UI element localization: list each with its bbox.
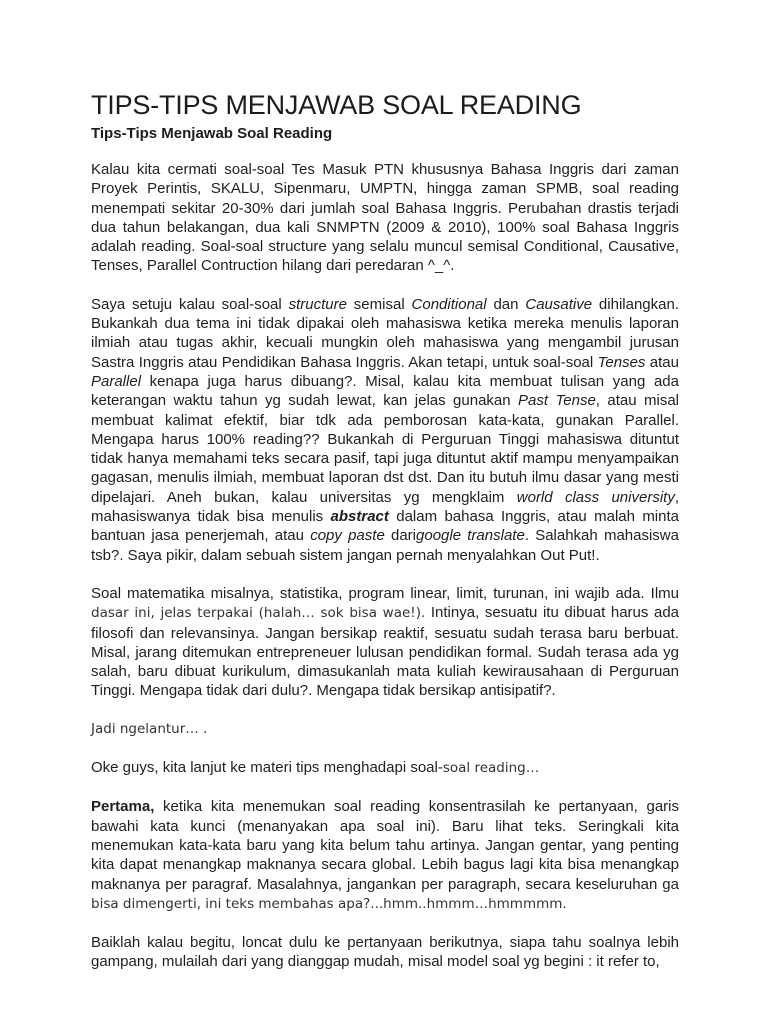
paragraph-opinion — [91, 295, 679, 565]
paragraph-math — [91, 584, 679, 701]
text-run: dari — [384, 527, 417, 545]
text-run: ketika kita menemukan soal reading konsentrasilah ke pertanyaan, garis bawahi kata kunci (menanyakan apa soal ini). Baru lihat teks. Seringkali kita menemukan kata-kata baru yang kita belum tahu artinya. Jangan gentar, yang penting kita dapat menangkap maknanya secara global. Lebih bagus lagi kita bisa menangkap maknanya per paragraf. Masalahnya, jangankan per paragraph, secara keseluruhan ga — [91, 798, 679, 893]
text-run: semisal — [346, 295, 412, 313]
document-title: TIPS-TIPS MENJAWAB SOAL READING — [91, 90, 582, 120]
text-run: dan — [486, 295, 526, 313]
paragraph-text: Kalau kita cermati soal-soal Tes Masuk PTN khususnya Bahasa Inggris dari zaman Proyek Perintis, SKALU, Sipenmaru, UMPTN, hingga zaman SPMB, soal reading menempati sekitar 20-30% dari jumlah soal Bahasa Inggris. Perubahan drastis terjadi dua tahun belakangan, dua kali SNMPTN (2009 & 2010), 100% soal Bahasa Inggris adalah reading. Soal-soal structure yang selalu muncul semisal Conditional, Causative, Tenses, Parallel Contruction hilang dari peredaran ^_^. — [91, 161, 679, 275]
italic-term: Tenses — [597, 353, 646, 371]
italic-term: structure — [288, 295, 347, 313]
text-run-alt-font: dasar ini, jelas terpakai (halah… sok bisa wae!). — [91, 605, 426, 622]
bold-italic-term: abstract — [330, 508, 389, 526]
text-run: Oke guys, kita lanjut ke materi tips menghadapi soal- — [91, 759, 443, 777]
bold-lead: Pertama, — [91, 798, 155, 816]
text-run: Intinya, sesuatu itu dibuat harus ada filosofi dan relevansinya. Jangan bersikap reaktif, sesuatu sudah terasa baru berbuat. Misal, jarang ditemukan entrepreneuer lulusan pendidikan formal. Sudah terasa ada yg salah, baru dibuat kurikulum, dimasukanlah mata kuliah kewirausahaan di Perguruan Tinggi. Mengapa tidak dari dulu?. Mengapa tidak bersikap antisipatif?. — [91, 604, 679, 700]
italic-term: google translate — [416, 527, 525, 545]
text-run: Saya setuju kalau soal-soal — [91, 295, 289, 313]
text-run: kenapa juga harus dibuang?. Misal, kalau kita membuat tulisan yang ada keterangan waktu tahun yg sudah lewat, kan jelas gunakan — [91, 372, 679, 410]
text-run: dalam bahasa Inggris, atau malah minta bantuan jasa penerjemah, atau — [91, 508, 679, 545]
text-run: Soal matematika misalnya, statistika, program linear, limit, turunan, ini wajib ada. Ilmu — [91, 584, 679, 602]
text-run-alt-font: soal reading… — [442, 760, 540, 777]
italic-term: Conditional — [411, 295, 487, 313]
paragraph-transition — [91, 758, 679, 778]
paragraph-tip-first — [91, 797, 679, 914]
paragraph-intro — [91, 160, 679, 276]
text-run: , atau misal membuat kalimat efektif, biar tdk ada pemborosan kata-kata, gunakan Parallel. Mengapa harus 100% reading?? Bukankah di Perguruan Tinggi mahasiswa dituntut tidak hanya memahami teks secara pasif, tapi juga dituntut aktif mampu menyampaikan gagasan, menulis ilmiah, membuat laporan dst dst. Dan itu butuh ilmu dasar yang mesti dipelajari. Aneh bukan, kalau universitas yg mengklaim — [91, 392, 679, 506]
paragraph-text: Jadi ngelantur… . — [91, 720, 208, 737]
italic-term: Parallel — [91, 372, 142, 390]
text-run: , mahasiswanya tidak bisa menulis — [91, 488, 679, 526]
text-run: . Salahkah mahasiswa tsb?. Saya pikir, dalam sebuah sistem jangan pernah menyalahkan Out Put!. — [91, 527, 679, 564]
italic-term: Causative — [525, 295, 593, 313]
paragraph-text: Baiklah kalau begitu, loncat dulu ke pertanyaan berikutnya, siapa tahu soalnya lebih gampang, mulailah dari yang dianggap mudah, misal model soal yg begini : it refer to, — [91, 934, 679, 971]
document-subtitle: Tips-Tips Menjawab Soal Reading — [91, 125, 333, 142]
italic-term: Past Tense — [518, 392, 596, 410]
text-run-alt-font: bisa dimengerti, ini teks membahas apa?...hmm..hmmm…hmmmmm. — [91, 895, 567, 912]
text-run: dihilangkan. Bukankah dua tema ini tidak dipakai oleh mahasiswa ketika mereka menulis laporan ilmiah atau tugas akhir, kecuali mungkin oleh mahasiswa yang mengambil jurusan Sastra Inggris atau Pendidikan Bahasa Inggris. Akan tetapi, untuk soal-soal — [91, 295, 679, 371]
italic-term: world class university — [516, 488, 675, 506]
document-page — [91, 88, 679, 972]
text-run: atau — [645, 353, 679, 371]
paragraph-next — [91, 933, 679, 972]
italic-term: copy paste — [310, 527, 385, 545]
paragraph-aside — [91, 720, 679, 739]
